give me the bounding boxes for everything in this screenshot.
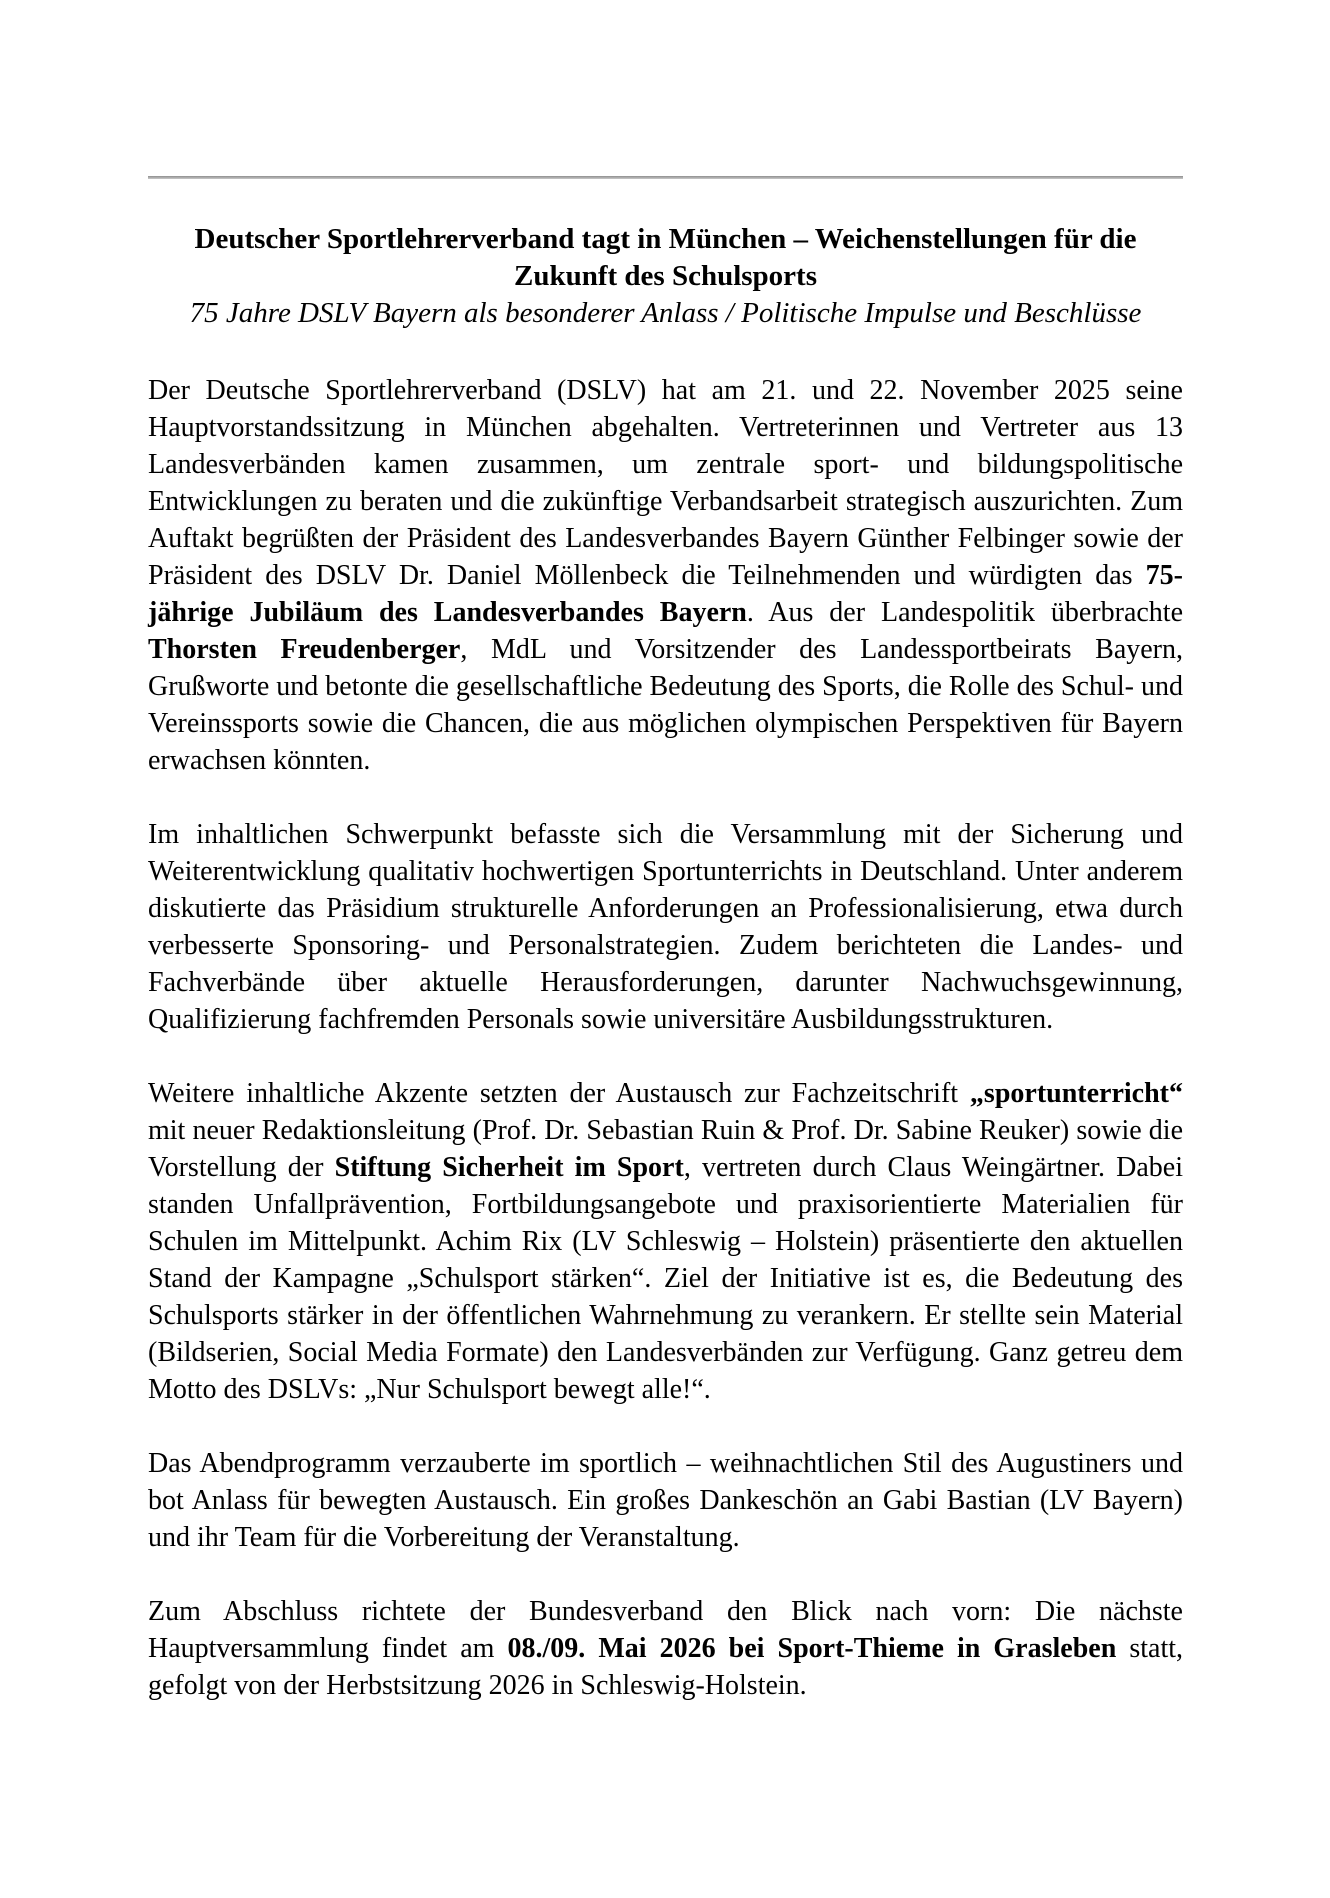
paragraph-5: [148, 1593, 1183, 1704]
text-run: . Aus der Landespolitik überbrachte: [746, 597, 1184, 628]
text-run: Weitere inhaltliche Akzente setzten der Austausch zur Fachzeitschrift: [148, 1078, 970, 1109]
text-run: mit neuer Redaktionsleitung (Prof. Dr. Sebastian Ruin & Prof. Dr. Sabine Reuker) sowie die Vorstellung der: [148, 1115, 1183, 1183]
text-run-bold: Thorsten Freudenberger: [148, 634, 461, 665]
paragraph-4: [148, 1445, 1183, 1556]
paragraph-3: [148, 1075, 1183, 1408]
paragraph-2: [148, 816, 1183, 1038]
paragraph-1: [148, 372, 1183, 779]
header-rule: [148, 176, 1183, 179]
document-subtitle: 75 Jahre DSLV Bayern als besonderer Anlass / Politische Impulse und Beschlüsse: [189, 297, 1142, 329]
text-run-bold: „sportunterricht“: [969, 1078, 1183, 1109]
text-run-bold: 75-jährige Jubiläum des Landesverbandes Bayern: [148, 560, 1183, 628]
text-run: Der Deutsche Sportlehrerverband (DSLV) hat am 21. und 22. November 2025 seine Hauptvorstandssitzung in München abgehalten. Vertreterinnen und Vertreter aus 13 Landesverbänden kamen zusammen, um zentrale sport- und bildungspolitische Entwicklungen zu beraten und die zukünftige Verbandsarbeit strategisch auszurichten. Zum Auftakt begrüßten der Präsident des Landesverbandes Bayern Günther Felbinger sowie der Präsident des DSLV Dr. Daniel Möllenbeck die Teilnehmenden und würdigten das: [148, 375, 1183, 591]
document-title: Deutscher Sportlehrerverband tagt in München – Weichenstellungen für die Zukunft des Schulsports: [194, 223, 1137, 292]
text-run: statt, gefolgt von der Herbstsitzung 2026 in Schleswig-Holstein.: [148, 1633, 1183, 1701]
text-run-bold: Stiftung Sicherheit im Sport: [334, 1152, 684, 1183]
text-run: , MdL und Vorsitzender des Landessportbeirats Bayern, Grußworte und betonte die gesellschaftliche Bedeutung des Sports, die Rolle des Schul- und Vereinssports sowie die Chancen, die aus möglichen olympischen Perspektiven für Bayern erwachsen könnten.: [148, 634, 1184, 776]
text-run: Das Abendprogramm verzauberte im sportlich – weihnachtlichen Stil des Augustiners und bot Anlass für bewegten Austausch. Ein großes Dankeschön an Gabi Bastian (LV Bayern) und ihr Team für die Vorbereitung der Veranstaltung.: [148, 1448, 1183, 1553]
text-run: , vertreten durch Claus Weingärtner. Dabei standen Unfallprävention, Fortbildungsangebote und praxisorientierte Materialien für Schulen im Mittelpunkt. Achim Rix (LV Schleswig – Holstein) präsentierte den aktuellen Stand der Kampagne „Schulsport stärken“. Ziel der Initiative ist es, die Bedeutung des Schulsports stärker in der öffentlichen Wahrnehmung zu verankern. Er stellte sein Material (Bildserien, Social Media Formate) den Landesverbänden zur Verfügung. Ganz getreu dem Motto des DSLVs: „Nur Schulsport bewegt alle!“.: [148, 1152, 1183, 1405]
text-run: Zum Abschluss richtete der Bundesverband den Blick nach vorn: Die nächste Hauptversammlung findet am: [148, 1596, 1183, 1664]
text-run-bold: 08./09. Mai 2026 bei Sport-Thieme in Grasleben: [507, 1633, 1117, 1664]
text-run: Im inhaltlichen Schwerpunkt befasste sich die Versammlung mit der Sicherung und Weiterentwicklung qualitativ hochwertigen Sportunterrichts in Deutschland. Unter anderem diskutierte das Präsidium strukturelle Anforderungen an Professionalisierung, etwa durch verbesserte Sponsoring- und Personalstrategien. Zudem berichteten die Landes- und Fachverbände über aktuelle Herausforderungen, darunter Nachwuchsgewinnung, Qualifizierung fachfremden Personals sowie universitäre Ausbildungsstrukturen.: [148, 819, 1183, 1035]
